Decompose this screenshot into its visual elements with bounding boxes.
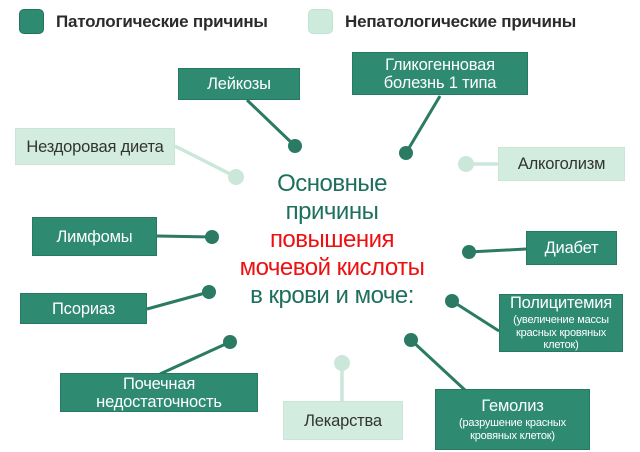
connector-leukemias: [247, 100, 295, 146]
cause-box-psoriasis: [20, 293, 147, 324]
cause-label: Алкоголизм: [517, 155, 606, 173]
cause-box-alcoholism: [498, 147, 625, 181]
cause-box-glycogen-disease: [352, 52, 528, 95]
connector-hemolysis: [411, 340, 466, 391]
connector-polycythemia: [452, 301, 499, 331]
title-line: в крови и моче:: [250, 282, 414, 309]
cause-note: (увеличение массы красных кровяных клеток): [513, 314, 609, 352]
cause-label: Гемолиз: [481, 397, 544, 415]
cause-box-polycythemia: [499, 294, 623, 352]
connector-dot: [458, 156, 474, 172]
cause-box-drugs: [283, 401, 403, 440]
connector-dot: [288, 139, 302, 153]
cause-box-hemolysis: [435, 389, 590, 450]
connector-dot: [223, 335, 237, 349]
cause-label: Лейкозы: [207, 75, 271, 93]
connector-dot: [399, 146, 413, 160]
cause-box-renal-failure: [60, 373, 258, 412]
cause-box-unhealthy-diet: [15, 128, 175, 165]
connector-psoriasis: [147, 292, 209, 309]
connector-dot: [404, 333, 418, 347]
title-line-highlight: мочевой кислоты: [239, 254, 425, 281]
cause-box-leukemias: [178, 68, 300, 100]
cause-label: Лимфомы: [56, 227, 133, 246]
connector-diabetes: [469, 249, 526, 252]
legend-label: Непатологические причины: [345, 11, 577, 31]
cause-label: Диабет: [544, 239, 599, 257]
diagram-title: [208, 170, 456, 310]
title-line: причины: [285, 198, 379, 225]
cause-label: Псориаз: [51, 299, 116, 318]
cause-note: (разрушение красных кровяных клеток): [459, 417, 566, 442]
connector-glycogen-disease: [406, 96, 440, 153]
cause-label: Лекарства: [304, 411, 382, 430]
cause-label: Нездоровая диета: [26, 137, 164, 156]
cause-box-diabetes: [526, 231, 617, 265]
title-line-highlight: повышения: [269, 226, 395, 253]
cause-label: Почечная недостаточность: [96, 374, 222, 411]
connector-dot: [462, 245, 476, 259]
connector-lymphomas: [157, 236, 212, 237]
connector-dot: [334, 355, 350, 371]
title-line: Основные: [277, 170, 387, 197]
legend-label: Патологические причины: [56, 11, 268, 31]
connector-renal-failure: [160, 342, 230, 374]
cause-label: Полицитемия: [509, 294, 613, 313]
cause-box-lymphomas: [32, 217, 157, 256]
cause-label: Гликогенновая болезнь 1 типа: [383, 55, 497, 92]
